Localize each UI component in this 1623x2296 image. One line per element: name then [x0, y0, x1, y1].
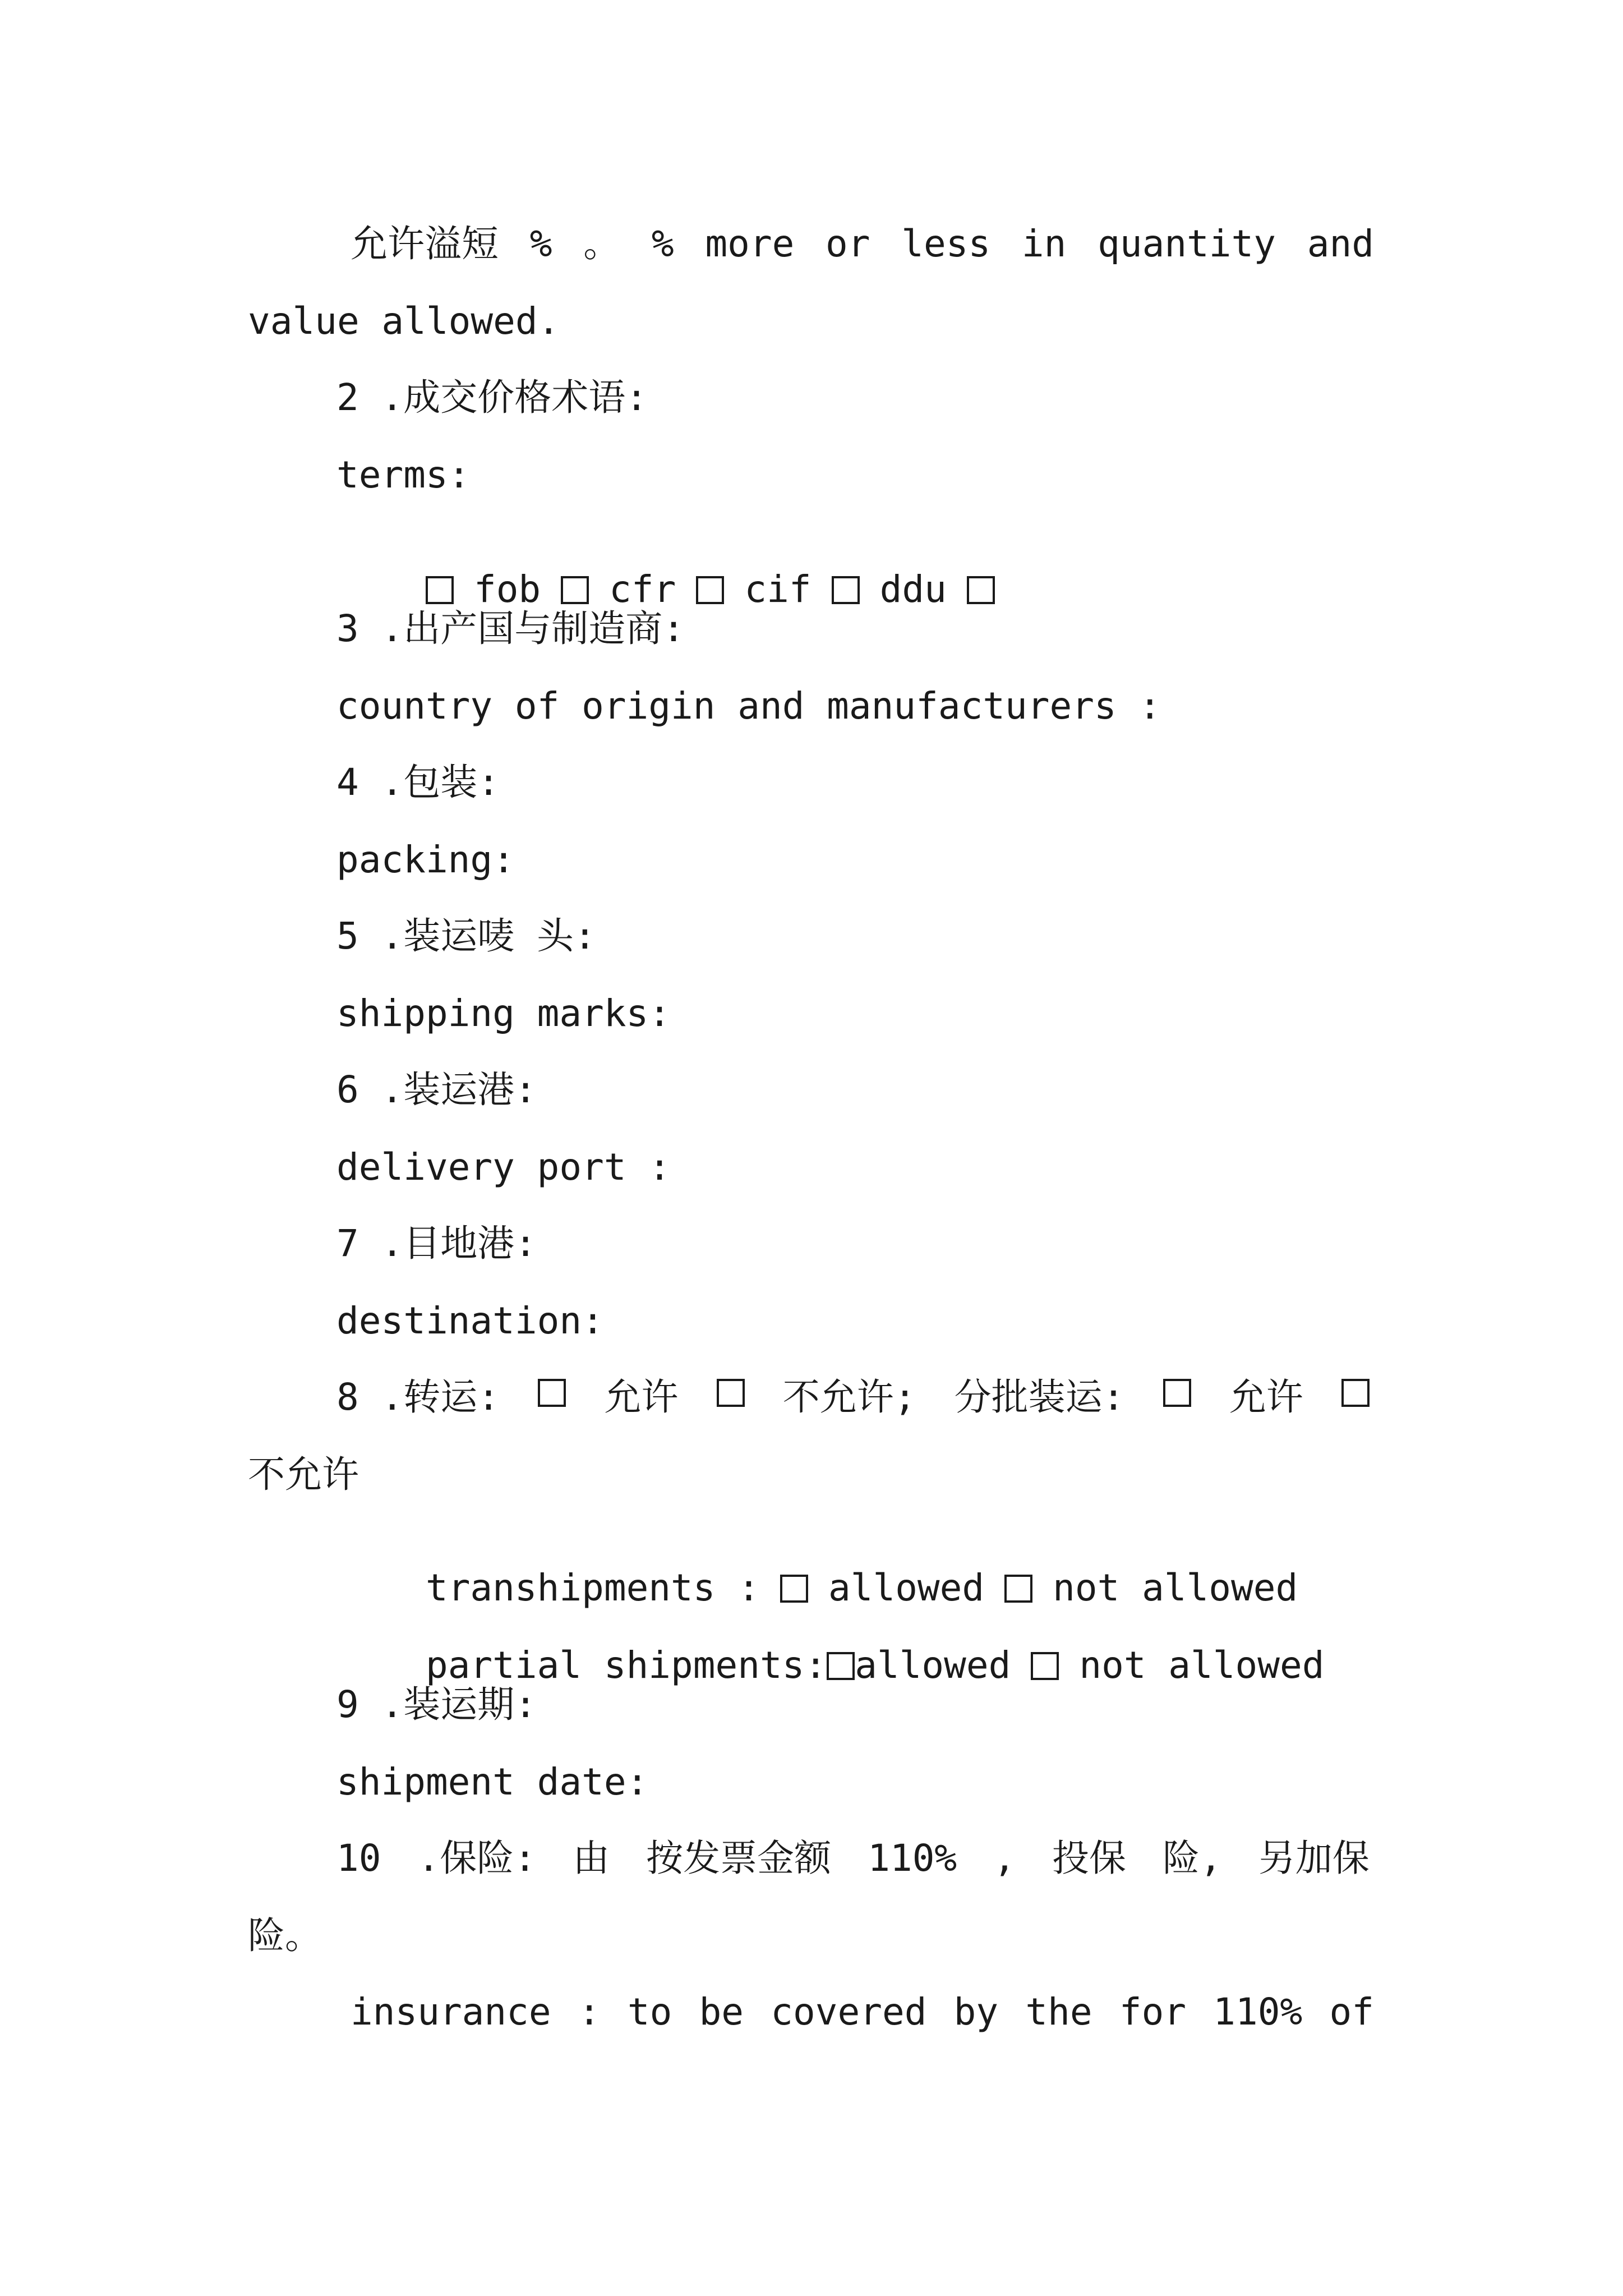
checkbox[interactable] [967, 576, 995, 604]
term-option: cfr [609, 568, 676, 611]
tolerance-cn: 允许溢短 [351, 222, 499, 265]
section-2-heading: 2 .成交价格术语: [336, 376, 648, 419]
section-10-row: 10 .保险: 由 按发票金额 110% , 投保 险, 另加保 [336, 1837, 1370, 1880]
section-7-heading: 7 .目地港: [336, 1222, 537, 1265]
delivery-port-label: delivery port : [336, 1145, 671, 1189]
checkbox[interactable] [426, 576, 454, 604]
partial-shipments-label: partial shipments: [425, 1644, 827, 1687]
checkbox[interactable] [717, 1379, 745, 1407]
not-allowed-cn: 不允许; [782, 1375, 916, 1419]
term-option: ddu [879, 568, 947, 611]
value-allowed-line: value allowed. [248, 300, 560, 343]
partial-shipment-cn: 分批装运: [954, 1375, 1125, 1419]
terms-label: terms: [336, 453, 471, 496]
checkbox[interactable] [696, 576, 724, 604]
section-4-heading: 4 .包装: [336, 761, 500, 804]
allowed-label: allowed [855, 1644, 1011, 1687]
checkbox[interactable] [832, 576, 860, 604]
term-option: cif [744, 568, 811, 611]
allowed-cn: 允许 [604, 1375, 679, 1419]
section-9-heading: 9 .装运期: [336, 1683, 537, 1726]
checkbox[interactable] [1004, 1575, 1032, 1603]
insurance-en-line: insurance : to be covered by the for 110% of [351, 1990, 1374, 2033]
section-6-heading: 6 .装运港: [336, 1068, 537, 1111]
section-8-row [336, 1375, 1370, 1419]
checkbox[interactable] [827, 1652, 855, 1680]
packing-label: packing: [336, 838, 515, 881]
destination-label: destination: [336, 1299, 604, 1342]
allowed-label: allowed [828, 1566, 985, 1609]
shipping-marks-label: shipping marks: [336, 992, 671, 1035]
insurance-continuation: 险。 [248, 1914, 322, 1957]
quantity-tolerance-line: 允许溢短 % 。 % more or less in quantity and [351, 222, 1374, 265]
term-option: fob [473, 568, 541, 611]
section-3-heading: 3 .出产国与制造商: [336, 607, 685, 650]
not-allowed-label: not allowed [1053, 1566, 1298, 1609]
country-of-origin-label: country of origin and manufacturers : [336, 684, 1161, 728]
checkbox[interactable] [780, 1575, 808, 1603]
section-8-label: 8 .转运: [336, 1375, 500, 1419]
checkbox[interactable] [561, 576, 589, 604]
checkbox[interactable] [538, 1379, 566, 1407]
partial-allowed-cn: 允许 [1229, 1375, 1303, 1419]
checkbox[interactable] [1163, 1379, 1191, 1407]
not-allowed-continuation: 不允许 [248, 1453, 359, 1496]
checkbox[interactable] [1031, 1652, 1059, 1680]
checkbox[interactable] [1341, 1379, 1370, 1407]
transhipments-label: transhipments : [425, 1566, 760, 1609]
shipment-date-label: shipment date: [336, 1760, 649, 1803]
section-5-heading: 5 .装运唛 头: [336, 914, 596, 958]
not-allowed-label: not allowed [1079, 1644, 1325, 1687]
